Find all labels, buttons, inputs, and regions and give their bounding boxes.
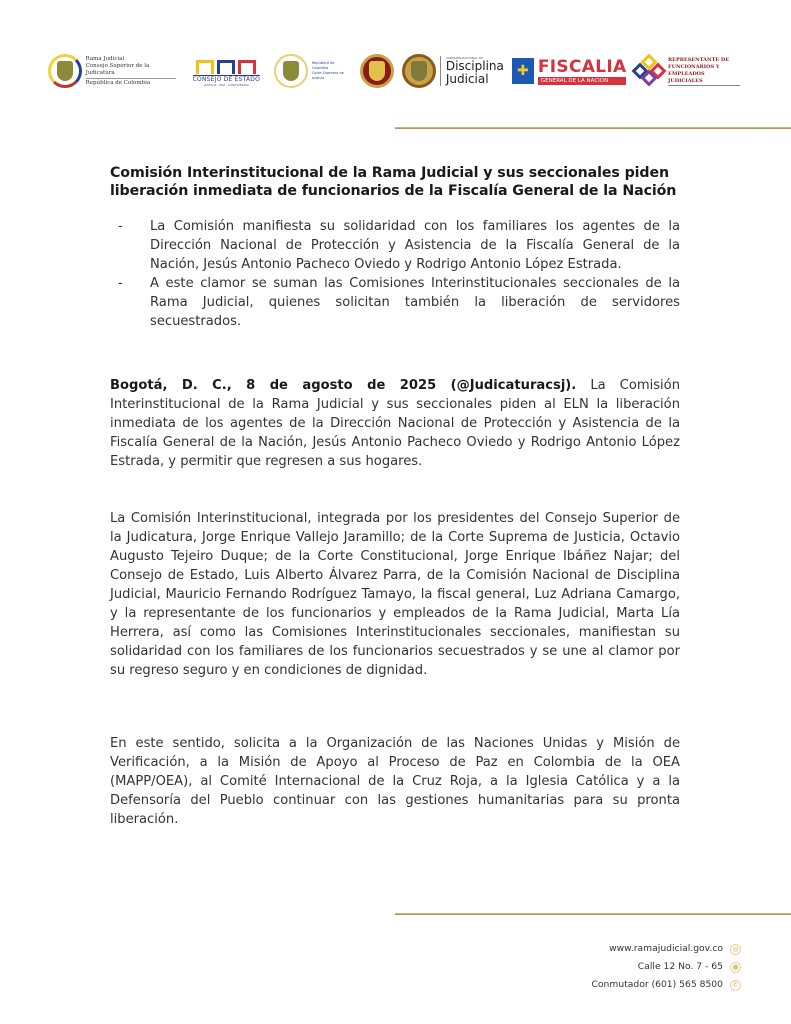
location-pin-icon: ● [730, 962, 741, 973]
bullet-item [118, 274, 680, 331]
header-divider [395, 127, 791, 129]
seal-icon [402, 54, 436, 88]
document-title: Comisión Interinstitucional de la Rama Judicial y sus seccionales piden liberación inmediata de funcionarios de la Fiscalía General de la Nación [110, 165, 677, 199]
consejo-arches-icon [196, 56, 256, 74]
footer-phone: Conmutador (601) 565 8500 [591, 979, 723, 990]
interlocked-diamonds-icon [634, 56, 664, 86]
summary-bullets [118, 217, 680, 331]
logo-text-line: Corte Suprema de Justicia [311, 71, 344, 80]
paragraph-text: La Comisión Interinstitucional de la Rama Judicial y sus seccionales piden al ELN la liberación inmediata de los agentes de la Dirección Nacional de Protección y Asistencia de la Fiscalía General de la Nación, Jesús Antonio Pacheco Oviedo y Rodrigo Antonio López Estrada, y permitir que regresen a sus hogares. [110, 378, 680, 469]
coat-of-arms-icon [274, 54, 308, 88]
logo-fiscalia [512, 58, 627, 85]
footer-contact [592, 940, 741, 994]
dateline: Bogotá, D. C., 8 de agosto de 2025 (@Judicaturacsj). [110, 378, 577, 393]
logo-text-line: República de Colombia [311, 61, 335, 70]
bullet-marker: - [118, 219, 123, 234]
logo-text-line: REPRESENTANTE DE [668, 56, 730, 63]
bullet-text: La Comisión manifiesta su solidaridad con los familiares los agentes de la Dirección Nacional de Protección y Asistencia de la Fiscalía General de la Nación, Jesús Antonio Pacheco Oviedo y Rodrigo Antonio López Estrada. [150, 219, 680, 272]
bullet-text: A este clamor se suman las Comisiones Interinstitucionales seccionales de la Rama Judicial, quienes solicitan también la liberación de servidores secuestrados. [150, 276, 680, 329]
footer-divider [395, 913, 791, 915]
consejo-sub: JUSTICIA · PAZ · CONVIVENCIA [203, 82, 249, 87]
fiscalia-sub: GENERAL DE LA NACION [538, 77, 627, 85]
phone-icon: ✆ [730, 980, 741, 991]
paragraph-request: En este sentido, solicita a la Organización de las Naciones Unidas y Misión de Verificación, a la Misión de Apoyo al Proceso de Paz en Colombia de la OEA (MAPP/OEA), al Comité Internacional de la Cruz Roja, a la Iglesia Católica y a la Defensoría del Pueblo continuar con las gestiones humanitarias para su pronta liberación. [110, 736, 680, 827]
header-logos [48, 46, 748, 96]
bullet-item [118, 217, 680, 274]
logo-rama-judicial [48, 54, 179, 88]
logo-text-line: República de Colombia [85, 79, 151, 86]
globe-icon: ◍ [730, 944, 741, 955]
bullet-marker: - [118, 276, 123, 291]
logo-text-line: Rama Judicial [85, 55, 125, 62]
logo-text-line: FUNCIONARIOS Y [668, 63, 720, 70]
fiscalia-title: FISCALIA [537, 56, 627, 77]
logo-disciplina-judicial [402, 54, 504, 88]
paragraph-lead [110, 376, 680, 471]
logo-representante [634, 56, 740, 86]
logo-text-line: COMISIÓN NACIONAL DE [445, 56, 483, 60]
logo-text-line: Consejo Superior de la Judicatura [85, 62, 150, 76]
logo-text-line: Judicial [445, 72, 489, 86]
footer-address: Calle 12 No. 7 - 65 [637, 961, 723, 972]
footer-website-link[interactable]: www.ramajudicial.gov.co [609, 943, 723, 954]
coat-of-arms-icon [48, 54, 82, 88]
logo-consejo-de-estado [187, 56, 266, 87]
consejo-label: CONSEJO DE ESTADO [192, 75, 261, 83]
seal-icon [360, 54, 394, 88]
logo-corte-suprema [274, 54, 352, 88]
paragraph-commission: La Comisión Interinstitucional, integrada por los presidentes del Consejo Superior de la Judicatura, Jorge Enrique Vallejo Jaramillo; de la Corte Suprema de Justicia, Octavio Augusto Tejeiro Duque; de la Corte Constitucional, Jorge Enrique Ibáñez Najar; del Consejo de Estado, Luis Alberto Álvarez Parra, de la Comisión Nacional de Disciplina Judicial, Mauricio Fernando Rodríguez Tamayo, la fiscal general, Luz Adriana Camargo, y la representante de los funcionarios y empleados de la Rama Judicial, Marta Lía Herrera, así como las Comisiones Interinstitucionales seccionales, manifiestan su solidaridad con los familiares de los funcionarios secuestrados y se une al clamor por su regreso seguro y en condiciones de dignidad. [110, 511, 680, 678]
fiscalia-cross-icon: ✚ [512, 58, 534, 84]
logo-text-line: EMPLEADOS JUDICIALES [668, 70, 705, 84]
logo-corte-constitucional [360, 54, 394, 88]
logo-text-line: Disciplina [445, 59, 504, 73]
